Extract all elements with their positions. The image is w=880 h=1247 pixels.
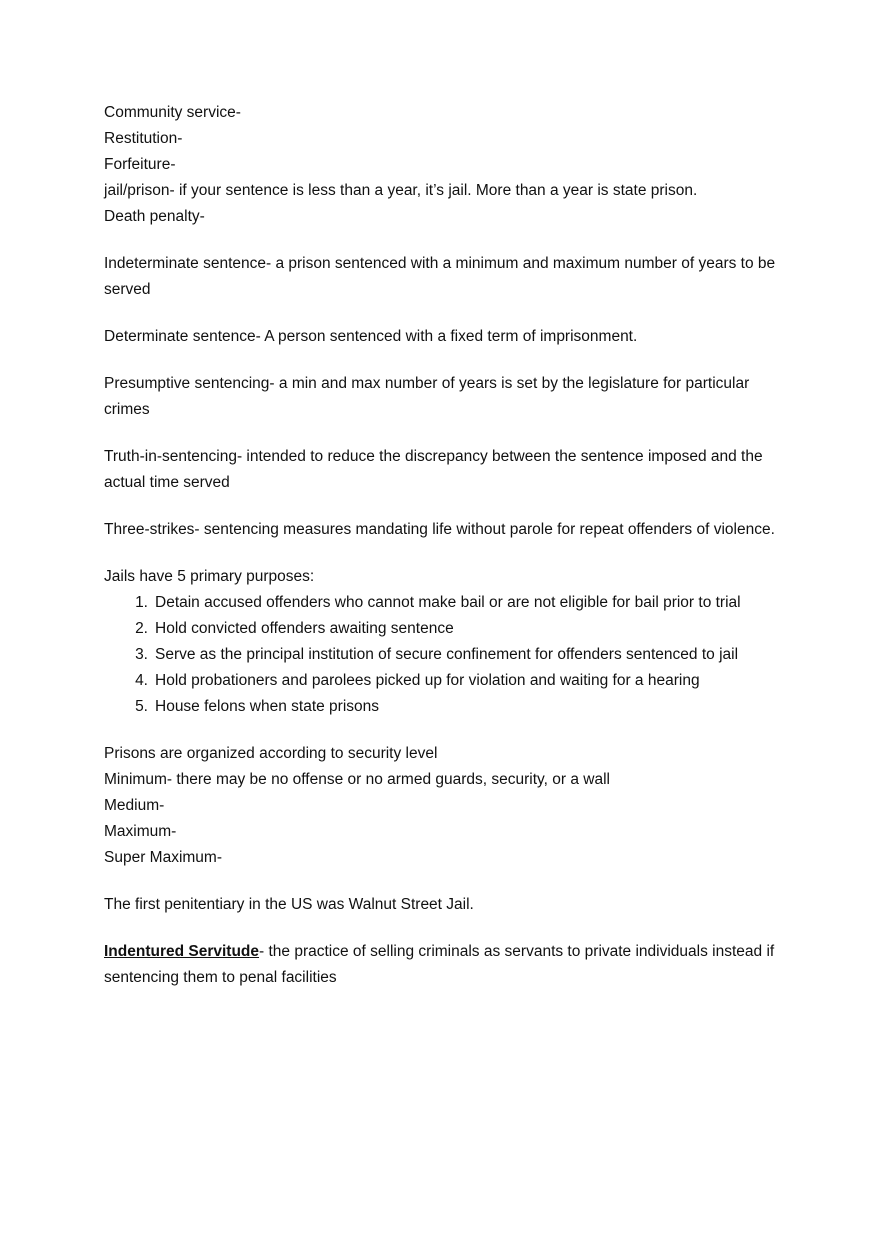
list-item: 2. Hold convicted offenders awaiting sentence [135, 620, 454, 637]
prisons-heading: Prisons are organized according to security level [104, 745, 438, 762]
penalty-death: Death penalty- [104, 208, 205, 225]
penalty-forfeiture: Forfeiture- [104, 156, 176, 173]
list-item: 3. Serve as the principal institution of secure confinement for offenders sentenced to jail [135, 646, 739, 663]
definition-presumptive: Presumptive sentencing- a min and max number of years is set by the legislature for particular crimes [104, 375, 750, 418]
jails-heading: Jails have 5 primary purposes: [104, 568, 315, 585]
document-page [104, 100, 794, 991]
security-level-super-maximum: Super Maximum- [104, 849, 222, 866]
penitentiary-fact: The first penitentiary in the US was Walnut Street Jail. [104, 896, 474, 913]
definition-determinate: Determinate sentence- A person sentenced with a fixed term of imprisonment. [104, 328, 638, 345]
jails-purpose-list [104, 590, 794, 720]
definition-truth-in-sentencing: Truth-in-sentencing- intended to reduce the discrepancy between the sentence imposed and the actual time served [104, 448, 763, 491]
indentured-servitude-definition: - the practice of selling criminals as servants to private individuals instead if sentencing them to penal facilities [104, 943, 775, 986]
indentured-servitude-term: Indentured Servitude [104, 943, 260, 960]
security-level-minimum: Minimum- there may be no offense or no armed guards, security, or a wall [104, 771, 610, 788]
definition-indentured-servitude [104, 939, 794, 991]
penalty-list [104, 100, 794, 230]
definition-three-strikes: Three-strikes- sentencing measures mandating life without parole for repeat offenders of violence. [104, 521, 775, 538]
penalty-community-service: Community service- [104, 104, 241, 121]
penalty-jail-prison: jail/prison- if your sentence is less than a year, it’s jail. More than a year is state prison. [104, 182, 698, 199]
list-item: 1. Detain accused offenders who cannot make bail or are not eligible for bail prior to trial [135, 594, 741, 611]
security-level-medium: Medium- [104, 797, 165, 814]
list-item: 4. Hold probationers and parolees picked up for violation and waiting for a hearing [135, 672, 700, 689]
penalty-restitution: Restitution- [104, 130, 183, 147]
list-item: 5. House felons when state prisons [135, 698, 380, 715]
security-level-maximum: Maximum- [104, 823, 177, 840]
definition-indeterminate: Indeterminate sentence- a prison sentenced with a minimum and maximum number of years to be served [104, 255, 776, 298]
